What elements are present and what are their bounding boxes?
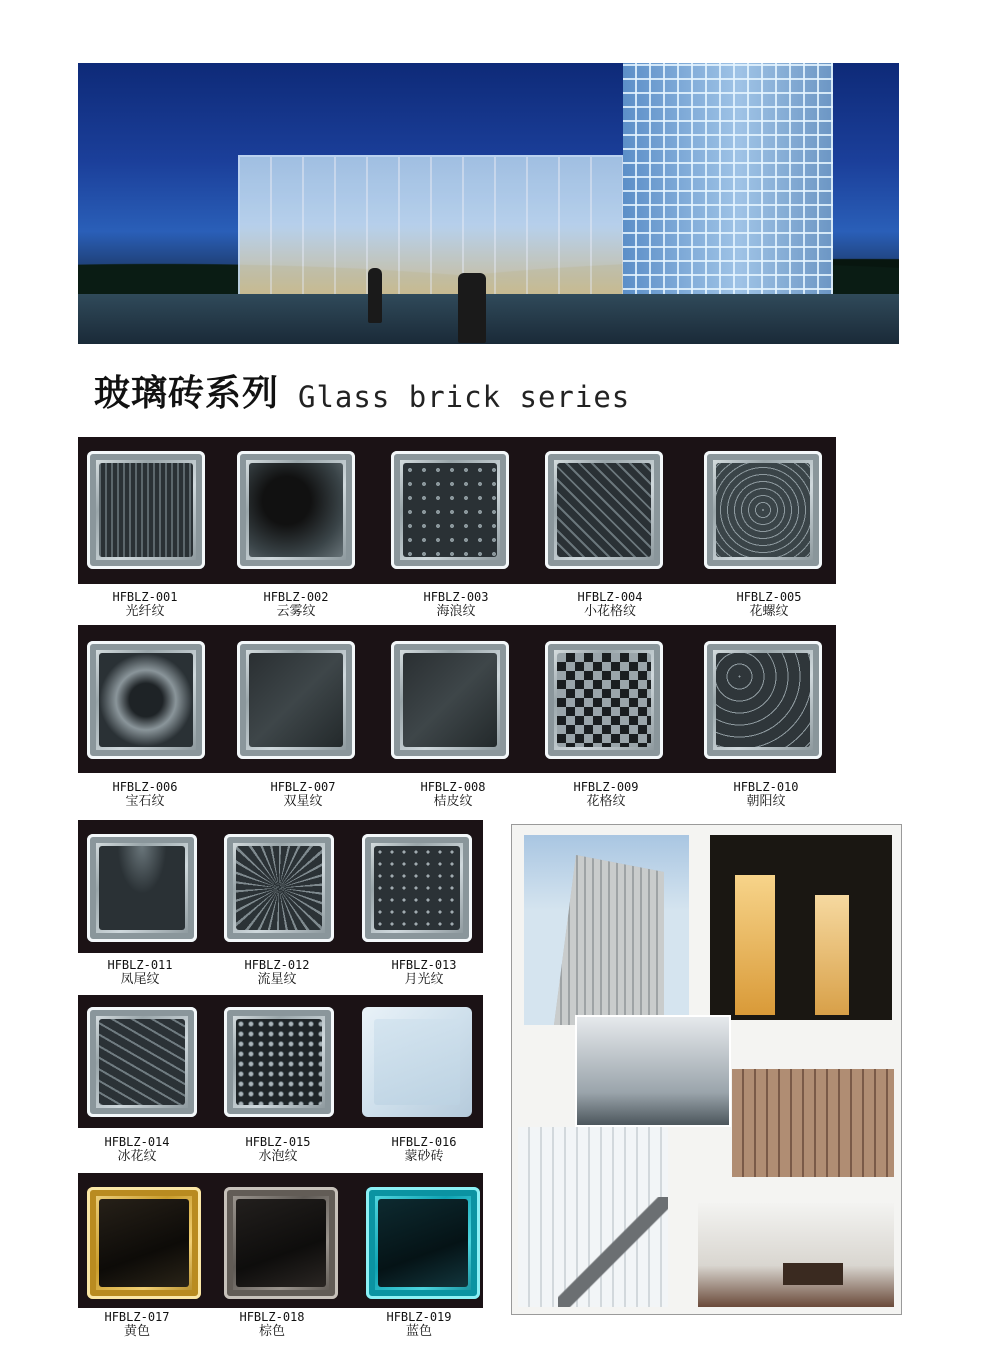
product-name: 宝石纹 xyxy=(125,794,165,809)
product-code: HFBLZ-006 xyxy=(112,780,178,794)
product-name: 月光纹 xyxy=(404,972,444,987)
photo-lit-pillars xyxy=(710,835,892,1020)
product-code: HFBLZ-007 xyxy=(270,780,336,794)
product-name: 冰花纹 xyxy=(117,1149,157,1164)
product-name: 光纤纹 xyxy=(125,604,165,619)
brick-014 xyxy=(87,1007,197,1117)
page-title-english: Glass brick series xyxy=(298,380,631,414)
brick-009 xyxy=(545,641,663,759)
product-name: 朝阳纹 xyxy=(746,794,786,809)
product-code: HFBLZ-005 xyxy=(736,590,802,604)
product-code: HFBLZ-011 xyxy=(107,958,173,972)
brick-007 xyxy=(237,641,355,759)
product-code: HFBLZ-010 xyxy=(733,780,799,794)
person-silhouette xyxy=(458,273,486,343)
brick-013 xyxy=(362,834,472,942)
brick-002 xyxy=(237,451,355,569)
product-code: HFBLZ-015 xyxy=(245,1135,311,1149)
product-code: HFBLZ-016 xyxy=(391,1135,457,1149)
brick-004 xyxy=(545,451,663,569)
brick-006 xyxy=(87,641,205,759)
product-name: 海浪纹 xyxy=(436,604,476,619)
product-name: 黄色 xyxy=(123,1324,150,1339)
product-code: HFBLZ-009 xyxy=(573,780,639,794)
brick-005 xyxy=(704,451,822,569)
brick-017 xyxy=(87,1187,201,1299)
person-silhouette xyxy=(368,268,382,323)
product-strip-row3 xyxy=(78,820,483,953)
product-code: HFBLZ-008 xyxy=(420,780,486,794)
brick-011 xyxy=(87,834,197,942)
photo-staircase xyxy=(518,1127,668,1307)
product-name: 蒙砂砖 xyxy=(404,1149,444,1164)
brick-003 xyxy=(391,451,509,569)
product-code: HFBLZ-017 xyxy=(104,1310,170,1324)
product-code: HFBLZ-003 xyxy=(423,590,489,604)
ground-plaza xyxy=(78,294,899,344)
brick-019 xyxy=(366,1187,480,1299)
brick-012 xyxy=(224,834,334,942)
product-code: HFBLZ-018 xyxy=(239,1310,305,1324)
product-name: 凤尾纹 xyxy=(120,972,160,987)
photo-gallery-interior xyxy=(575,1015,731,1127)
product-code: HFBLZ-002 xyxy=(263,590,329,604)
application-photo-collage xyxy=(511,824,902,1315)
product-name: 棕色 xyxy=(258,1324,285,1339)
product-name: 双星纹 xyxy=(283,794,323,809)
product-name: 流星纹 xyxy=(257,972,297,987)
product-name: 云雾纹 xyxy=(276,604,316,619)
hero-architecture-image xyxy=(78,63,899,344)
photo-office-interior xyxy=(698,1203,894,1307)
product-strip-row4 xyxy=(78,995,483,1128)
product-name: 小花格纹 xyxy=(583,604,636,619)
product-code: HFBLZ-019 xyxy=(386,1310,452,1324)
photo-curved-brick-wall xyxy=(732,1069,894,1177)
photo-glass-building xyxy=(524,835,689,1025)
product-name: 桔皮纹 xyxy=(433,794,473,809)
product-code: HFBLZ-012 xyxy=(244,958,310,972)
brick-016 xyxy=(362,1007,472,1117)
product-code: HFBLZ-013 xyxy=(391,958,457,972)
product-name: 花螺纹 xyxy=(749,604,789,619)
brick-001 xyxy=(87,451,205,569)
page-title-chinese: 玻璃砖系列 xyxy=(94,373,280,414)
product-name: 水泡纹 xyxy=(258,1149,298,1164)
product-code: HFBLZ-014 xyxy=(104,1135,170,1149)
product-code: HFBLZ-001 xyxy=(112,590,178,604)
product-name: 蓝色 xyxy=(405,1324,432,1339)
brick-008 xyxy=(391,641,509,759)
product-strip-row1 xyxy=(78,437,836,584)
product-name: 花格纹 xyxy=(586,794,626,809)
brick-015 xyxy=(224,1007,334,1117)
brick-018 xyxy=(224,1187,338,1299)
brick-010 xyxy=(704,641,822,759)
product-code: HFBLZ-004 xyxy=(577,590,643,604)
product-strip-row2 xyxy=(78,625,836,773)
product-strip-row5 xyxy=(78,1173,483,1308)
